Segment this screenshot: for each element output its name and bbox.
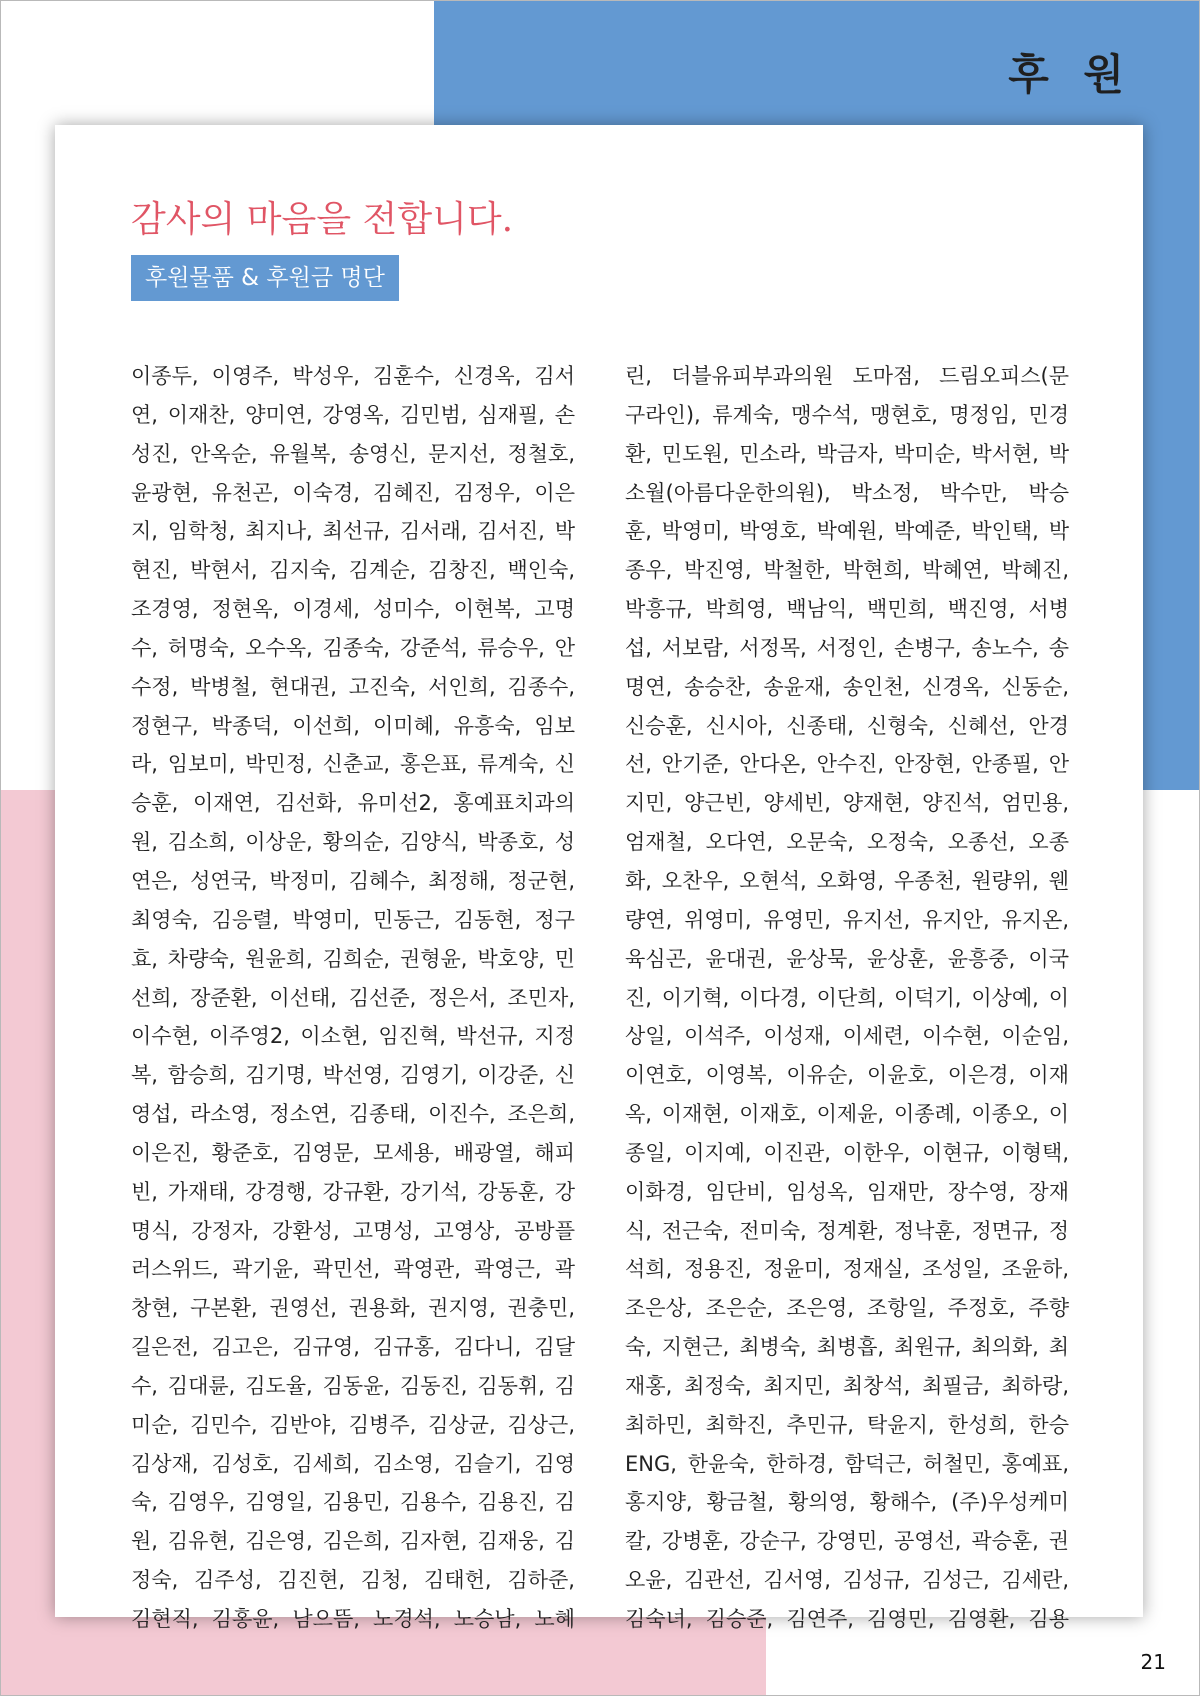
donor-list-line: 정현구, 박종덕, 이선희, 이미혜, 유흥숙, 임보 — [131, 713, 575, 738]
donor-list-line: 라, 임보미, 박민정, 신춘교, 홍은표, 류계숙, 신 — [131, 752, 575, 777]
donor-list-line: 이은진, 황준호, 김영문, 모세용, 배광열, 해피 — [131, 1140, 575, 1165]
donor-list-line: 육심곤, 윤대권, 윤상묵, 윤상훈, 윤흥중, 이국 — [625, 946, 1069, 971]
donor-list-line: 숙, 김영우, 김영일, 김용민, 김용수, 김용진, 김 — [131, 1490, 575, 1515]
donor-list-line: 신승훈, 신시아, 신종태, 신형숙, 신혜선, 안경 — [625, 713, 1069, 738]
donor-list-line: 박흥규, 박희영, 백남익, 백민희, 백진영, 서병 — [625, 597, 1069, 622]
donor-list-line: 구라인), 류계숙, 맹수석, 맹현호, 명정임, 민경 — [625, 402, 1069, 427]
donor-list-line: 종우, 박진영, 박철한, 박현희, 박혜연, 박혜진, — [625, 558, 1069, 583]
donor-list-line: 상일, 이석주, 이성재, 이세련, 이수현, 이순임, — [625, 1024, 1069, 1049]
donor-list-line: 연, 이재찬, 양미연, 강영옥, 김민범, 심재필, 손 — [131, 402, 575, 427]
donor-list-line: 이화경, 임단비, 임성옥, 임재만, 장수영, 장재 — [625, 1179, 1069, 1204]
donor-list-line: 승훈, 이재연, 김선화, 유미선2, 홍예표치과의 — [131, 791, 575, 816]
donor-list-line: 선, 안기준, 안다온, 안수진, 안장현, 안종필, 안 — [625, 752, 1069, 777]
donor-list-line: 김숙녀, 김승준, 김연주, 김영민, 김영환, 김용 — [625, 1607, 1069, 1631]
donor-list-line: 이연호, 이영복, 이유순, 이윤호, 이은경, 이재 — [625, 1063, 1069, 1088]
donor-list-line: 숙, 지현근, 최병숙, 최병흡, 최원규, 최의화, 최 — [625, 1335, 1069, 1360]
donor-list-line: 지민, 양근빈, 양세빈, 양재현, 양진석, 엄민용, — [625, 791, 1069, 816]
donor-list-line: 선희, 장준환, 이선태, 김선준, 정은서, 조민자, — [131, 985, 575, 1010]
donor-list-line: 김상재, 김성호, 김세희, 김소영, 김슬기, 김영 — [131, 1451, 575, 1476]
donor-list-line: 최하민, 최학진, 추민규, 탁윤지, 한성희, 한승 — [625, 1412, 1069, 1437]
donor-list-line: 효, 차량숙, 원윤희, 김희순, 권형윤, 박호양, 민 — [131, 946, 575, 971]
donor-list-line: 현진, 박현서, 김지숙, 김계순, 김창진, 백인숙, — [131, 558, 575, 583]
donor-list-line: 명연, 송승찬, 송윤재, 송인천, 신경옥, 신동순, — [625, 674, 1069, 699]
donor-list-line: 식, 전근숙, 전미숙, 정계환, 정낙훈, 정면규, 정 — [625, 1218, 1069, 1243]
donor-list-line: 량연, 위영미, 유영민, 유지선, 유지안, 유지온, — [625, 907, 1069, 932]
donor-list-line: 영섭, 라소영, 정소연, 김종태, 이진수, 조은희, — [131, 1102, 575, 1127]
donor-list-line: 성진, 안옥순, 유월복, 송영신, 문지선, 정철호, — [131, 441, 575, 466]
donor-list-line: ENG, 한윤숙, 한하경, 함덕근, 허철민, 홍예표, — [625, 1451, 1069, 1476]
donor-list-line: 명식, 강정자, 강환성, 고명성, 고영상, 공방플 — [131, 1218, 575, 1243]
donor-list-line: 빈, 가재태, 강경행, 강규환, 강기석, 강동훈, 강 — [131, 1179, 575, 1204]
donor-list-line: 이종두, 이영주, 박성우, 김훈수, 신경옥, 김서 — [131, 364, 575, 388]
donor-list-line: 창현, 구본환, 권영선, 권용화, 권지영, 권충민, — [131, 1296, 575, 1321]
donor-list-line: 수, 김대륜, 김도율, 김동윤, 김동진, 김동휘, 김 — [131, 1373, 575, 1398]
donor-list-line: 윤광현, 유천곤, 이숙경, 김혜진, 김정우, 이은 — [131, 480, 575, 505]
donor-list-line: 섭, 서보람, 서정목, 서정인, 손병구, 송노수, 송 — [625, 635, 1069, 660]
donor-list-line: 진, 이기혁, 이다경, 이단희, 이덕기, 이상예, 이 — [625, 985, 1069, 1010]
page-number: 21 — [1140, 1650, 1166, 1674]
donor-list-line: 조은상, 조은순, 조은영, 조항일, 주정호, 주향 — [625, 1296, 1069, 1321]
donor-list-line: 복, 함승희, 김기명, 박선영, 김영기, 이강준, 신 — [131, 1063, 575, 1088]
donor-list-line: 칼, 강병훈, 강순구, 강영민, 공영선, 곽승훈, 권 — [625, 1529, 1069, 1554]
donor-list-line: 정숙, 김주성, 김진현, 김청, 김태헌, 김하준, — [131, 1568, 575, 1593]
donor-list-line: 지, 임학청, 최지나, 최선규, 김서래, 김서진, 박 — [131, 519, 575, 544]
donor-list-right-column — [625, 357, 1069, 1639]
content-card — [55, 125, 1143, 1631]
donor-list-line: 김현직, 김홍윤, 남으뜸, 노경석, 노승남, 노혜 — [131, 1607, 575, 1631]
donor-list-line: 최영숙, 김응렬, 박영미, 민동근, 김동현, 정구 — [131, 907, 575, 932]
donor-list-line: 홍지양, 황금철, 황의영, 황해수, (주)우성케미 — [625, 1490, 1069, 1515]
donor-list-line: 린, 더블유피부과의원 도마점, 드림오피스(문 — [625, 364, 1069, 388]
section-label: 후 원 — [1008, 50, 1134, 99]
subtitle-badge: 후원물품 & 후원금 명단 — [131, 255, 399, 301]
donor-list-left-column — [131, 357, 575, 1639]
donor-list-line: 수, 허명숙, 오수옥, 김종숙, 강준석, 류승우, 안 — [131, 635, 575, 660]
donor-list-line: 종일, 이지예, 이진관, 이한우, 이현규, 이형택, — [625, 1140, 1069, 1165]
donor-list-line: 러스위드, 곽기윤, 곽민선, 곽영관, 곽영근, 곽 — [131, 1257, 575, 1282]
donor-list-line: 수정, 박병철, 현대권, 고진숙, 서인희, 김종수, — [131, 674, 575, 699]
donor-list-line: 화, 오찬우, 오현석, 오화영, 우종천, 원량위, 웬 — [625, 868, 1069, 893]
donor-list-line: 연은, 성연국, 박정미, 김혜수, 최정해, 정군현, — [131, 868, 575, 893]
donor-list-line: 환, 민도원, 민소라, 박금자, 박미순, 박서현, 박 — [625, 441, 1069, 466]
donor-list-line: 훈, 박영미, 박영호, 박예원, 박예준, 박인택, 박 — [625, 519, 1069, 544]
donor-list-line: 오윤, 김관선, 김서영, 김성규, 김성근, 김세란, — [625, 1568, 1069, 1593]
donor-list-line: 재홍, 최정숙, 최지민, 최창석, 최필금, 최하랑, — [625, 1373, 1069, 1398]
donor-list-line: 이수현, 이주영2, 이소현, 임진혁, 박선규, 지정 — [131, 1024, 575, 1049]
donor-list-line: 엄재철, 오다연, 오문숙, 오정숙, 오종선, 오종 — [625, 830, 1069, 855]
donor-list-line: 조경영, 정현옥, 이경세, 성미수, 이현복, 고명 — [131, 597, 575, 622]
donor-list-line: 원, 김유현, 김은영, 김은희, 김자현, 김재웅, 김 — [131, 1529, 575, 1554]
donor-list-line: 옥, 이재현, 이재호, 이제윤, 이종례, 이종오, 이 — [625, 1102, 1069, 1127]
donor-list-line: 석희, 정용진, 정윤미, 정재실, 조성일, 조윤하, — [625, 1257, 1069, 1282]
donor-list-line: 원, 김소희, 이상운, 황의순, 김양식, 박종호, 성 — [131, 830, 575, 855]
headline: 감사의 마음을 전합니다. — [131, 199, 514, 240]
donor-list-line: 소월(아름다운한의원), 박소정, 박수만, 박승 — [625, 480, 1069, 505]
donor-list-line: 길은전, 김고은, 김규영, 김규홍, 김다니, 김달 — [131, 1335, 575, 1360]
donor-list-line: 미순, 김민수, 김반야, 김병주, 김상균, 김상근, — [131, 1412, 575, 1437]
